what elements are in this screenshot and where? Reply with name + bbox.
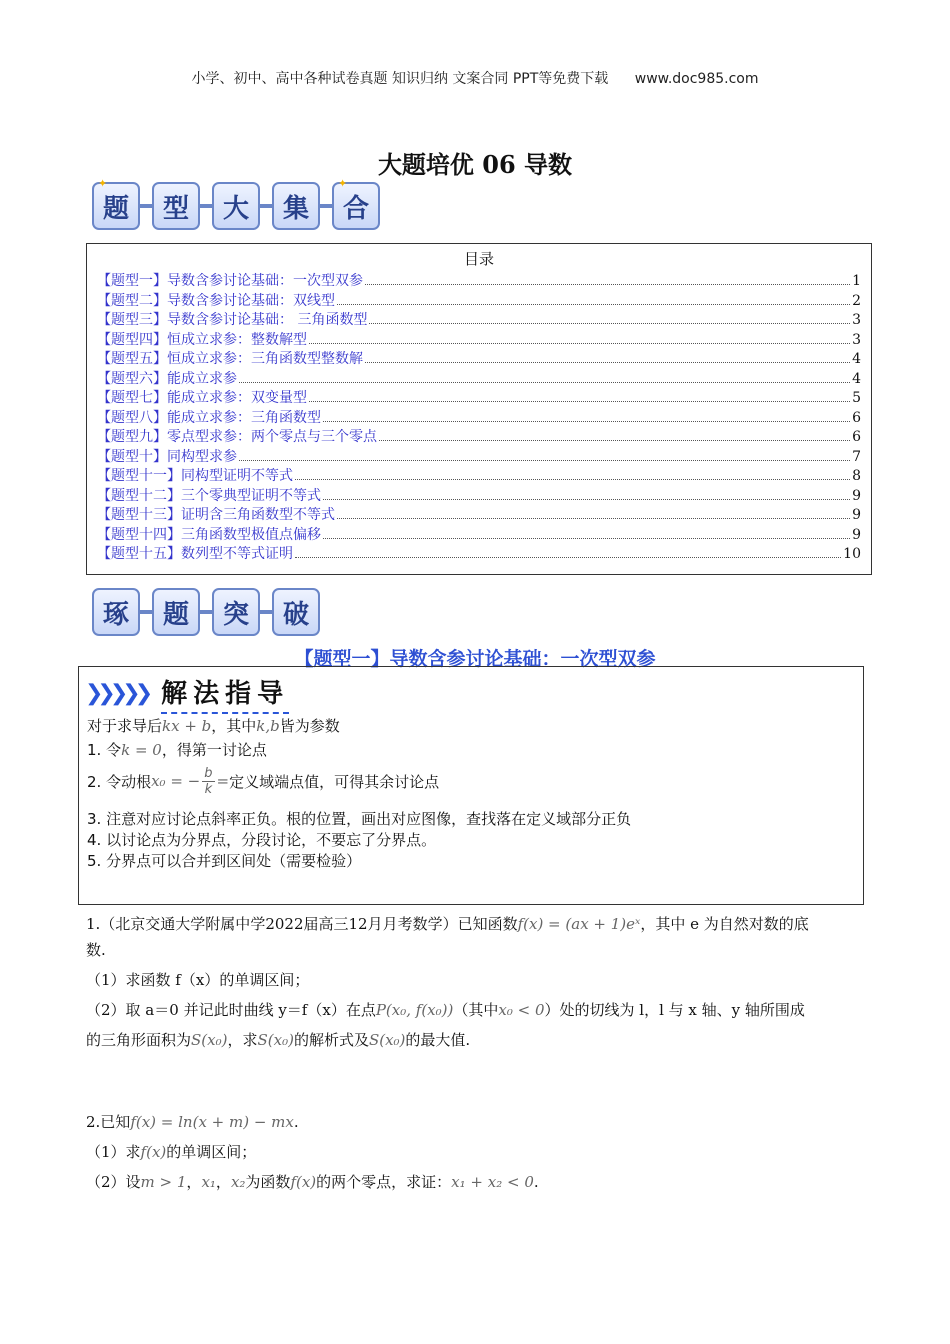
- math: S(x₀): [191, 1031, 228, 1049]
- toc-leader: [323, 499, 850, 500]
- text: 的两个零点，求证：: [316, 1173, 452, 1191]
- toc-item[interactable]: [87, 426, 871, 446]
- toc-leader: [369, 323, 850, 324]
- math: S(x₀): [257, 1031, 294, 1049]
- toc-leader: [323, 421, 850, 422]
- math: x₀ = −: [151, 772, 201, 790]
- text: （2）取 a＝0 并记此时曲线 y＝f（x）在点: [86, 1001, 376, 1019]
- toc-item-page: 4: [852, 351, 861, 367]
- section-heading: 【题型一】导数含参讨论基础：一次型双参: [294, 648, 656, 670]
- text: ，得第一讨论点: [161, 741, 267, 759]
- tile-char: 集: [282, 193, 309, 224]
- math: x₀ < 0: [498, 1001, 545, 1019]
- text: 2.已知: [86, 1113, 131, 1131]
- toc-item-label: 【题型十二】三个零典型证明不等式: [97, 487, 321, 504]
- text: 的单调区间；: [166, 1143, 257, 1161]
- tile: [272, 182, 320, 230]
- toc-item-page: 10: [843, 546, 861, 562]
- math: m > 1: [140, 1173, 187, 1191]
- toc-item-page: 1: [852, 273, 861, 289]
- header-site[interactable]: www.doc985.com: [634, 71, 759, 87]
- fraction: [202, 766, 214, 797]
- toc-item[interactable]: [87, 329, 871, 349]
- toc-item-page: 7: [852, 448, 861, 465]
- guide-banner: [85, 677, 863, 709]
- text: ，: [186, 1173, 202, 1191]
- tile-connector: [200, 610, 212, 614]
- tile-char: 型: [162, 193, 189, 224]
- guide-line: [87, 715, 863, 736]
- tile: [152, 182, 200, 230]
- math: f(x) = (ax + 1)eˣ: [517, 915, 641, 933]
- toc-item[interactable]: [87, 407, 871, 427]
- toc-item-page: 6: [852, 429, 861, 445]
- toc-item-label: 【题型二】导数含参讨论基础：双线型: [97, 292, 335, 309]
- text: ）处的切线为 l，l 与 x 轴、y 轴所围成: [544, 1001, 805, 1019]
- text: ，其中 e 为自然对数的底: [640, 915, 809, 933]
- toc-item-page: 6: [852, 409, 861, 426]
- toc-item-page: 3: [852, 331, 861, 348]
- toc-item-label: 【题型十】同构型求参: [97, 448, 237, 465]
- toc-leader: [239, 382, 850, 383]
- table-of-contents: [86, 243, 872, 575]
- math: =: [216, 772, 230, 790]
- tile: [212, 182, 260, 230]
- tile-connector: [320, 204, 332, 208]
- toc-item-label: 【题型七】能成立求参：双变量型: [97, 390, 307, 406]
- math: f(x): [140, 1143, 167, 1161]
- toc-leader: [323, 538, 850, 539]
- toc-item-label: 【题型十一】同构型证明不等式: [97, 468, 293, 484]
- text: （2）设: [86, 1173, 141, 1191]
- toc-leader: [365, 362, 850, 363]
- toc-item-label: 【题型十三】证明含三角函数型不等式: [97, 507, 335, 523]
- guide-title: 解法指导: [161, 673, 289, 714]
- guide-line: [87, 739, 863, 760]
- math: k = 0: [121, 741, 162, 759]
- method-guide-box: [78, 666, 864, 905]
- question-1: [86, 909, 866, 1055]
- tile-char: 琢: [102, 599, 129, 630]
- tile-connector: [200, 204, 212, 208]
- toc-item[interactable]: [87, 368, 871, 388]
- tile-char: 突: [222, 599, 249, 630]
- tile-char: 破: [282, 599, 309, 630]
- toc-item-label: 【题型八】能成立求参：三角函数型: [97, 409, 321, 426]
- toc-leader: [337, 518, 850, 519]
- toc-item[interactable]: [87, 309, 871, 329]
- text: .: [293, 1113, 299, 1131]
- tile: [92, 588, 140, 636]
- text: .: [533, 1173, 539, 1191]
- tile: [272, 588, 320, 636]
- q2-part2: [86, 1167, 866, 1197]
- tile-connector: [140, 204, 152, 208]
- text: ，其中: [211, 717, 257, 735]
- toc-item-label: 【题型十五】数列型不等式证明: [97, 546, 293, 562]
- numerator: b: [204, 765, 213, 781]
- toc-title: 目录: [463, 250, 494, 268]
- toc-leader: [309, 343, 850, 344]
- page-title: 大题培优 06 导数: [377, 150, 573, 179]
- toc-leader: [295, 557, 841, 558]
- math: x₁: [201, 1173, 216, 1191]
- toc-item-page: 3: [852, 312, 861, 328]
- math: kx + b: [162, 717, 212, 735]
- math: S(x₀): [368, 1031, 406, 1049]
- denominator: k: [204, 781, 213, 797]
- tile-char: 题: [162, 599, 189, 630]
- text: 的解析式及: [293, 1031, 369, 1049]
- toc-item-page: 9: [852, 507, 861, 523]
- math: x₁ + x₂ < 0: [451, 1173, 534, 1191]
- toc-item-label: 【题型四】恒成立求参：整数解型: [97, 331, 307, 348]
- tile: [212, 588, 260, 636]
- star-icon: ✦: [338, 177, 348, 190]
- text: 1. 令: [87, 741, 122, 759]
- toc-item-page: 8: [852, 468, 861, 484]
- toc-leader: [365, 284, 850, 285]
- tile-connector: [140, 610, 152, 614]
- text: 皆为参数: [279, 717, 340, 735]
- text: （其中: [453, 1001, 499, 1019]
- toc-item-page: 5: [852, 390, 861, 406]
- tile: [92, 177, 140, 230]
- text: 2. 令动根: [87, 772, 152, 791]
- tile-connector: [260, 610, 272, 614]
- toc-item[interactable]: [87, 543, 871, 563]
- toc-leader: [337, 304, 850, 305]
- toc-item[interactable]: [87, 446, 871, 466]
- q2-intro: [86, 1107, 866, 1137]
- toc-leader: [239, 460, 850, 461]
- text: 定义域端点值，可得其余讨论点: [229, 772, 440, 791]
- toc-item[interactable]: [87, 387, 871, 407]
- text: （1）求: [86, 1143, 141, 1161]
- text: ，求: [227, 1031, 258, 1049]
- guide-line: 3. 注意对应讨论点斜率正负。根的位置，画出对应图像，查找落在定义域部分正负: [87, 810, 632, 828]
- toc-item[interactable]: [87, 290, 871, 310]
- tile-char: 大: [222, 193, 249, 224]
- toc-item[interactable]: [87, 348, 871, 368]
- math: x₂: [230, 1173, 246, 1191]
- text: ，: [215, 1173, 231, 1191]
- guide-line: 4. 以讨论点为分界点，分段讨论，不要忘了分界点。: [87, 831, 437, 849]
- q1-intro: [86, 909, 866, 939]
- toc-item-label: 【题型一】导数含参讨论基础：一次型双参: [97, 273, 363, 289]
- math: f(x) = ln(x + m) − mx: [130, 1113, 294, 1131]
- toc-item-page: 9: [852, 487, 861, 504]
- math: k,b: [256, 717, 280, 735]
- page-header: [0, 68, 950, 88]
- guide-line: [87, 760, 863, 802]
- tiles-mid: [92, 588, 320, 636]
- text: 1.（北京交通大学附属中学2022届高三12月月考数学）已知函数: [86, 915, 518, 933]
- toc-item-label: 【题型九】零点型求参：两个零点与三个零点: [97, 429, 377, 445]
- toc-item[interactable]: [87, 504, 871, 524]
- toc-leader: [295, 479, 850, 480]
- tiles-top: [92, 177, 380, 230]
- q1-part1: （1）求函数 f（x）的单调区间；: [86, 971, 310, 989]
- tile: [332, 177, 380, 230]
- q2-part1: [86, 1137, 866, 1167]
- toc-item-page: 2: [852, 292, 861, 309]
- header-text: 小学、初中、高中各种试卷真题 知识归纳 文案合同 PPT等免费下载: [191, 71, 609, 87]
- toc-item-label: 【题型十四】三角函数型极值点偏移: [97, 526, 321, 543]
- tile-char: 合: [342, 193, 369, 224]
- text: 的最大值.: [405, 1031, 471, 1049]
- question-2: [86, 1107, 866, 1197]
- q1-part2-cont: [86, 1025, 866, 1055]
- toc-item-label: 【题型三】导数含参讨论基础： 三角函数型: [97, 312, 368, 328]
- math: P(x₀, f(x₀)): [375, 1001, 454, 1019]
- math: f(x): [290, 1173, 317, 1191]
- guide-line: 5. 分界点可以合并到区间处（需要检验）: [87, 852, 362, 870]
- star-icon: ✦: [98, 177, 108, 190]
- tile-char: 题: [102, 193, 129, 224]
- toc-item-page: 4: [852, 370, 861, 387]
- toc-item[interactable]: [87, 485, 871, 505]
- text: 的三角形面积为: [86, 1031, 192, 1049]
- toc-item-page: 9: [852, 526, 861, 543]
- text: 对于求导后: [87, 717, 163, 735]
- toc-item-label: 【题型六】能成立求参: [97, 370, 237, 387]
- chevrons-icon: ❯❯❯❯❯: [85, 680, 148, 706]
- toc-leader: [309, 401, 850, 402]
- q1-part2: [86, 995, 866, 1025]
- toc-item-label: 【题型五】恒成立求参：三角函数型整数解: [97, 351, 363, 367]
- toc-item[interactable]: [87, 270, 871, 290]
- tile-connector: [260, 204, 272, 208]
- toc-item[interactable]: [87, 524, 871, 544]
- q1-intro-cont: 数.: [86, 941, 106, 959]
- toc-leader: [379, 440, 850, 441]
- tile: [152, 588, 200, 636]
- text: 为函数: [245, 1173, 291, 1191]
- toc-item[interactable]: [87, 465, 871, 485]
